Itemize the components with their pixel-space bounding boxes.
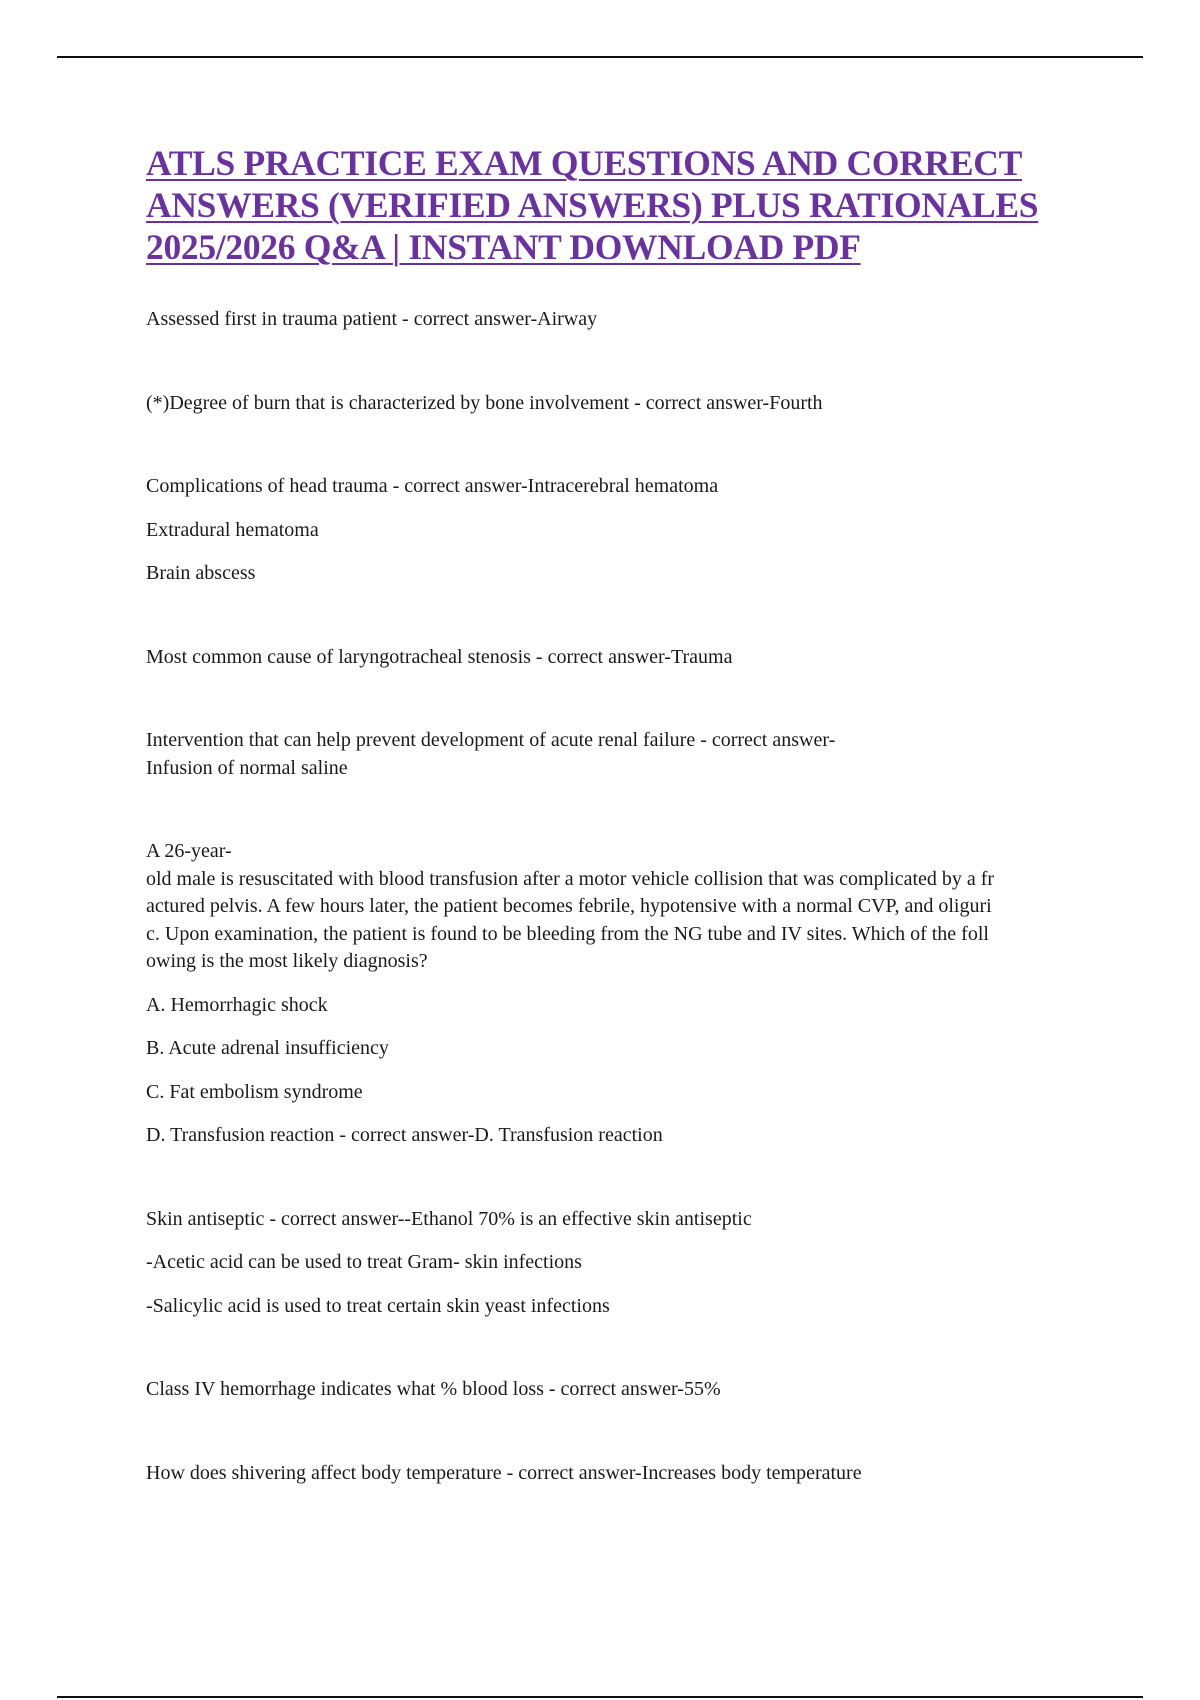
- qa-text: Assessed first in trauma patient - correct answer-Airway: [146, 308, 598, 330]
- document-title: [146, 142, 1086, 268]
- case-option-c: C. Fat embolism syndrome: [146, 1080, 363, 1103]
- qa-text: How does shivering affect body temperature - correct answer-Increases body temperature: [146, 1461, 862, 1484]
- qa-item: [146, 390, 1086, 418]
- case-stem-line: A 26-year-: [146, 840, 232, 862]
- case-option-d: D. Transfusion reaction - correct answer-D. Transfusion reaction: [146, 1124, 663, 1146]
- title-line: 2025/2026 Q&A | INSTANT DOWNLOAD PDF: [146, 227, 861, 267]
- qa-answer-line: -Salicylic acid is used to treat certain skin yeast infections: [146, 1294, 610, 1317]
- case-stem: [146, 838, 1086, 976]
- qa-answer-line: Extradural hematoma: [146, 518, 319, 541]
- case-option-b: B. Acute adrenal insufficiency: [146, 1037, 389, 1059]
- qa-item-case: [146, 838, 1086, 1150]
- case-stem-line: old male is resuscitated with blood transfusion after a motor vehicle collision that was complicated by a fr: [146, 867, 995, 890]
- qa-text: Complications of head trauma - correct answer-Intracerebral hematoma: [146, 475, 719, 497]
- qa-answer-line: Brain abscess: [146, 562, 256, 584]
- qa-item: [146, 1376, 1086, 1404]
- case-stem-line: c. Upon examination, the patient is found to be bleeding from the NG tube and IV sites. Which of the foll: [146, 922, 989, 945]
- qa-text: Most common cause of laryngotracheal stenosis - correct answer-Trauma: [146, 645, 733, 668]
- case-stem-line: owing is the most likely diagnosis?: [146, 950, 428, 972]
- document-body: [146, 142, 1086, 1543]
- top-rule: [57, 56, 1143, 58]
- title-line: ATLS PRACTICE EXAM QUESTIONS AND CORRECT: [146, 143, 1022, 183]
- bottom-rule: [57, 1696, 1143, 1698]
- qa-item: [146, 644, 1086, 672]
- qa-item: [146, 1460, 1086, 1488]
- qa-list: [146, 306, 1086, 1487]
- qa-answer-line: Infusion of normal saline: [146, 756, 348, 779]
- qa-item: [146, 473, 1086, 588]
- qa-item: [146, 727, 1086, 782]
- qa-text: Skin antiseptic - correct answer--Ethanol 70% is an effective skin antiseptic: [146, 1207, 752, 1230]
- case-stem-line: actured pelvis. A few hours later, the patient becomes febrile, hypotensive with a normal CVP, and oliguri: [146, 895, 992, 917]
- qa-text: Intervention that can help prevent development of acute renal failure - correct answer-: [146, 729, 836, 751]
- qa-text: (*)Degree of burn that is characterized by bone involvement - correct answer-Fourth: [146, 391, 823, 414]
- title-line: ANSWERS (VERIFIED ANSWERS) PLUS RATIONALES: [146, 185, 1039, 225]
- qa-item: [146, 1206, 1086, 1321]
- qa-text: Class IV hemorrhage indicates what % blood loss - correct answer-55%: [146, 1378, 721, 1400]
- qa-answer-line: -Acetic acid can be used to treat Gram- skin infections: [146, 1251, 582, 1273]
- qa-item: [146, 306, 1086, 334]
- case-option-a: A. Hemorrhagic shock: [146, 993, 328, 1016]
